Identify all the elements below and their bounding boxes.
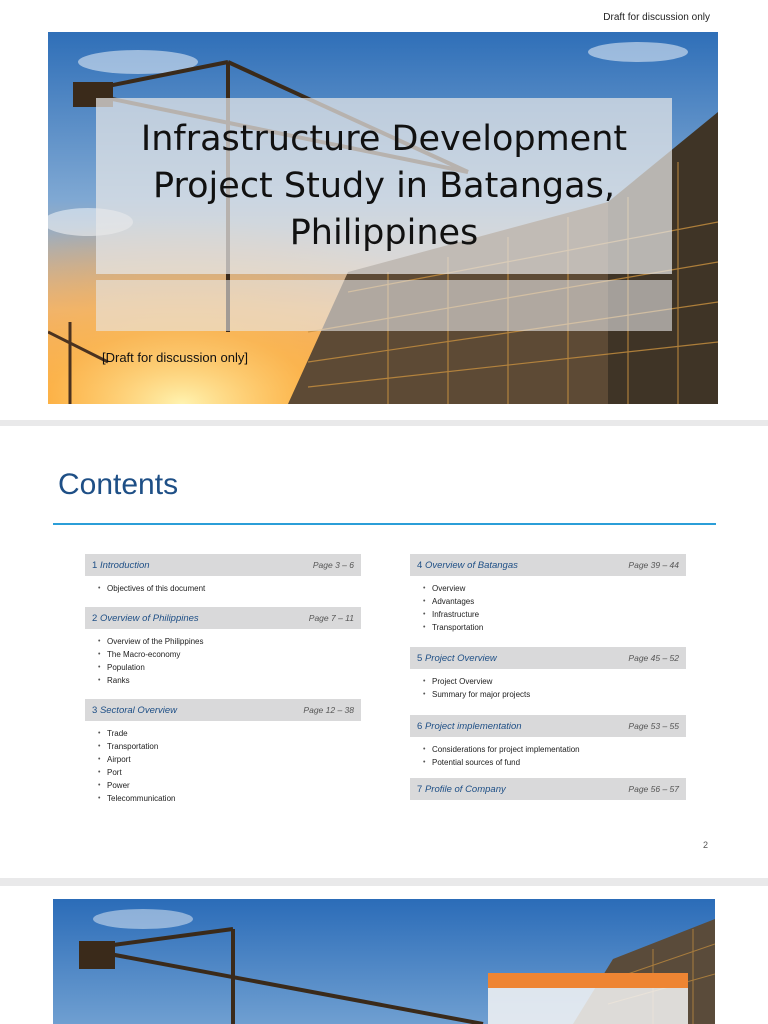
contents-title: Contents [58, 468, 179, 501]
section-pages: Page 53 – 55 [628, 721, 679, 731]
section-title [417, 653, 497, 664]
section-title [92, 705, 177, 716]
list-item: • Project Overview [432, 675, 686, 688]
section-number: 6 [417, 720, 423, 732]
page-number: 2 [702, 840, 708, 850]
list-item: • Overview of the Philippines [107, 635, 361, 648]
section-number: 5 [417, 652, 423, 664]
section-header [410, 715, 686, 737]
section-number: 3 [92, 704, 98, 716]
section-pages: Page 45 – 52 [628, 653, 679, 663]
list-item: • Potential sources of fund [432, 756, 686, 769]
section-number: 4 [417, 559, 423, 571]
section-header [410, 778, 686, 800]
list-item: • Port [107, 766, 361, 779]
section-pages: Page 12 – 38 [303, 705, 354, 715]
section-title [417, 784, 506, 795]
contents-section-7 [410, 778, 686, 800]
section-title [417, 721, 522, 732]
section-number: 1 [92, 559, 98, 571]
list-item: • Airport [107, 753, 361, 766]
list-item: • Telecommunication [107, 792, 361, 805]
section-title [92, 613, 199, 624]
list-item: • Transportation [107, 740, 361, 753]
section-number: 7 [417, 783, 423, 795]
section-item-list [85, 727, 361, 805]
section-title [92, 560, 150, 571]
cover-page [0, 0, 768, 420]
cover-title-box [96, 98, 672, 274]
section-title [417, 560, 518, 571]
contents-section-6 [410, 715, 686, 769]
section-pages: Page 56 – 57 [628, 784, 679, 794]
section-header [85, 607, 361, 629]
section-pages: Page 39 – 44 [628, 560, 679, 570]
list-item: • The Macro-economy [107, 648, 361, 661]
section-item-list [410, 743, 686, 769]
next-page-hero-image [53, 899, 715, 1024]
section-item-list [410, 582, 686, 634]
section-title-text: Overview of Batangas [424, 559, 518, 571]
section-title-text: Project Overview [424, 652, 497, 664]
list-item: • Population [107, 661, 361, 674]
list-item: • Considerations for project implementation [432, 743, 686, 756]
contents-divider [53, 523, 716, 525]
section-header [85, 554, 361, 576]
cover-subtitle-box [96, 280, 672, 331]
section-pages: Page 7 – 11 [308, 613, 354, 623]
section-title-text: Sectoral Overview [99, 704, 178, 716]
contents-section-2 [85, 607, 361, 687]
list-item: • Ranks [107, 674, 361, 687]
list-item: • Trade [107, 727, 361, 740]
cover-title: Infrastructure Development Project Study in Batangas, Philippines [140, 118, 628, 253]
list-item: • Power [107, 779, 361, 792]
section-number: 2 [92, 612, 98, 624]
contents-section-4 [410, 554, 686, 634]
section-title-text: Project implementation [424, 720, 522, 732]
section-title-text: Overview of Philippines [99, 612, 199, 624]
cover-draft-note: [Draft for discussion only] [102, 350, 248, 365]
contents-section-3 [85, 699, 361, 805]
section-header [410, 554, 686, 576]
section-item-list [410, 675, 686, 701]
list-item: • Transportation [432, 621, 686, 634]
list-item: • Infrastructure [432, 608, 686, 621]
draft-header-label: Draft for discussion only [603, 12, 710, 23]
section-header [85, 699, 361, 721]
contents-section-1 [85, 554, 361, 595]
section-title-text: Profile of Company [424, 783, 506, 795]
section-header [410, 647, 686, 669]
list-item: • Advantages [432, 595, 686, 608]
contents-section-5 [410, 647, 686, 701]
list-item: • Summary for major projects [432, 688, 686, 701]
section-item-list [85, 582, 361, 595]
section-title-text: Introduction [99, 559, 150, 571]
cover-hero-image [48, 32, 718, 404]
orange-accent-bar [488, 973, 688, 988]
next-page-title-box [488, 988, 688, 1024]
list-item: • Objectives of this document [107, 582, 361, 595]
section-item-list [85, 635, 361, 687]
list-item: • Overview [432, 582, 686, 595]
section-pages: Page 3 – 6 [312, 560, 354, 570]
